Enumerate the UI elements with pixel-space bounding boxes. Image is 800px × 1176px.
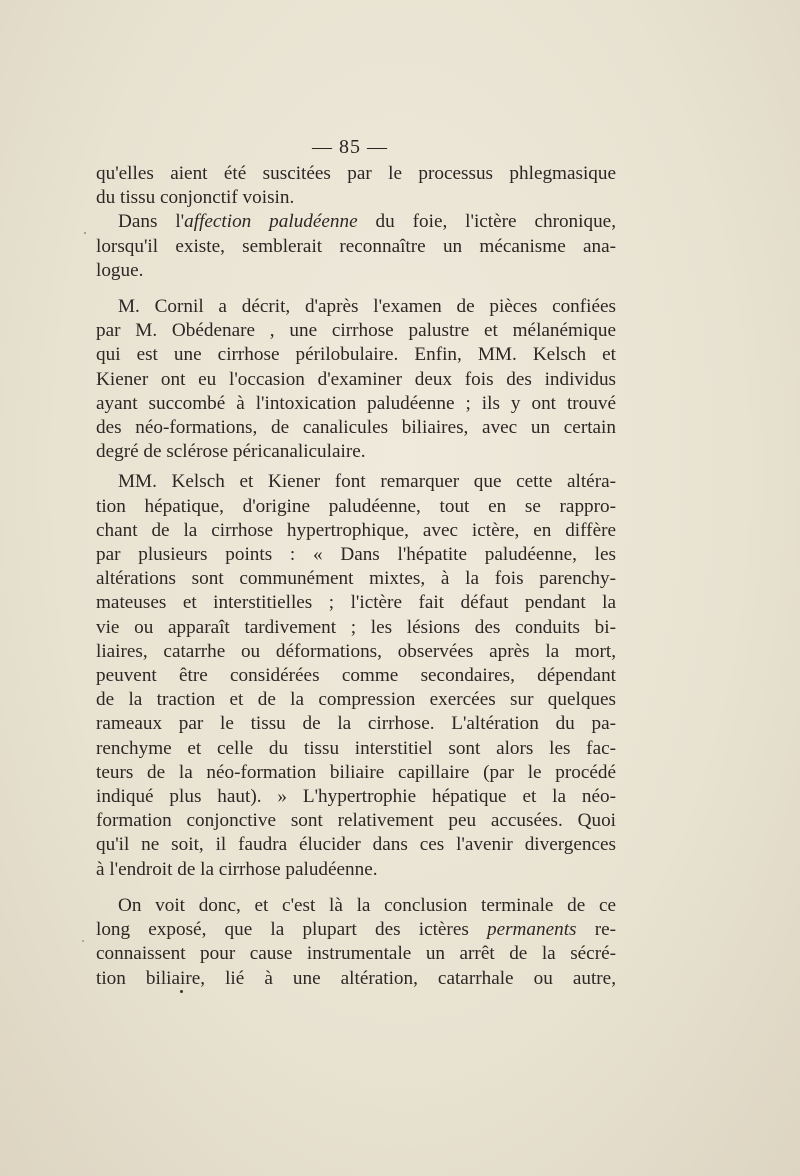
text-line: tion biliaire, lié à une altération, catarrhale ou autre, <box>96 967 616 989</box>
paragraph <box>96 894 616 991</box>
text-line: teurs de la néo-formation biliaire capillaire (par le procédé <box>96 761 616 783</box>
body-text <box>96 162 616 991</box>
text-line: logue. <box>96 259 144 281</box>
text-line: qu'elles aient été suscitées par le processus phlegmasique <box>96 163 616 184</box>
text-line: du tissu conjonctif voisin. <box>96 187 295 209</box>
paragraph <box>96 210 616 283</box>
text-line: tion hépatique, d'origine paludéenne, tout en se rappro- <box>96 495 616 517</box>
paragraph <box>96 295 616 464</box>
ink-speck <box>82 940 84 942</box>
text-line: indiqué plus haut). » L'hypertrophie hépatique et la néo- <box>96 786 616 808</box>
text-line: par plusieurs points : « Dans l'hépatite paludéenne, les <box>96 544 616 566</box>
text-line: liaires, catarrhe ou déformations, observées après la mort, <box>96 640 616 662</box>
text-line: rameaux par le tissu de la cirrhose. L'altération du pa- <box>96 713 616 735</box>
text-line: formation conjonctive sont relativement peu accusées. Quoi <box>96 810 616 832</box>
text-line: connaissent pour cause instrumentale un arrêt de la sécré- <box>96 943 616 965</box>
italic-term: affection paludéenne <box>184 211 358 233</box>
text-line: Kiener ont eu l'occasion d'examiner deux fois des individus <box>96 368 616 390</box>
paragraph <box>96 162 616 210</box>
text-line: à l'endroit de la cirrhose paludéenne. <box>96 858 378 880</box>
text-line: MM. Kelsch et Kiener font remarquer que cette altéra- <box>118 471 616 493</box>
text-line: chant de la cirrhose hypertrophique, avec ictère, en diffère <box>96 519 616 541</box>
text-line: qu'il ne soit, il faudra élucider dans ces l'avenir divergences <box>96 834 616 856</box>
text-line: des néo-formations, de canalicules biliaires, avec un certain <box>96 417 616 439</box>
text-line: degré de sclérose péricanaliculaire. <box>96 441 366 463</box>
page-number: — 85 — <box>312 136 388 158</box>
text-line: mateuses et interstitielles ; l'ictère fait défaut pendant la <box>96 592 616 614</box>
text-line: Dans l'affection paludéenne du foie, l'ictère chronique, <box>118 211 616 233</box>
text-line: renchyme et celle du tissu interstitiel sont alors les fac- <box>96 737 616 759</box>
text-line: peuvent être considérées comme secondaires, dépendant <box>96 665 616 687</box>
text-line: lorsqu'il existe, semblerait reconnaître un mécanisme ana- <box>96 235 616 257</box>
ink-speck <box>84 232 86 234</box>
text-line: de la traction et de la compression exercées sur quelques <box>96 689 616 711</box>
italic-term: permanents <box>486 919 577 941</box>
text-line: On voit donc, et c'est là la conclusion terminale de ce <box>118 894 616 916</box>
text-line: altérations sont communément mixtes, à la fois parenchy- <box>96 568 616 590</box>
text-line: long exposé, que la plupart des ictères permanents re- <box>96 919 616 941</box>
text-line: ayant succombé à l'intoxication paludéenne ; ils y ont trouvé <box>96 392 616 414</box>
paragraph <box>96 470 616 881</box>
text-line: qui est une cirrhose périlobulaire. Enfin, MM. Kelsch et <box>96 344 616 366</box>
text-line: par M. Obédenare , une cirrhose palustre et mélanémique <box>96 320 616 342</box>
ink-speck <box>180 990 183 993</box>
text-line: M. Cornil a décrit, d'après l'examen de pièces confiées <box>118 296 616 318</box>
text-line: vie ou apparaît tardivement ; les lésions des conduits bi- <box>96 616 616 638</box>
